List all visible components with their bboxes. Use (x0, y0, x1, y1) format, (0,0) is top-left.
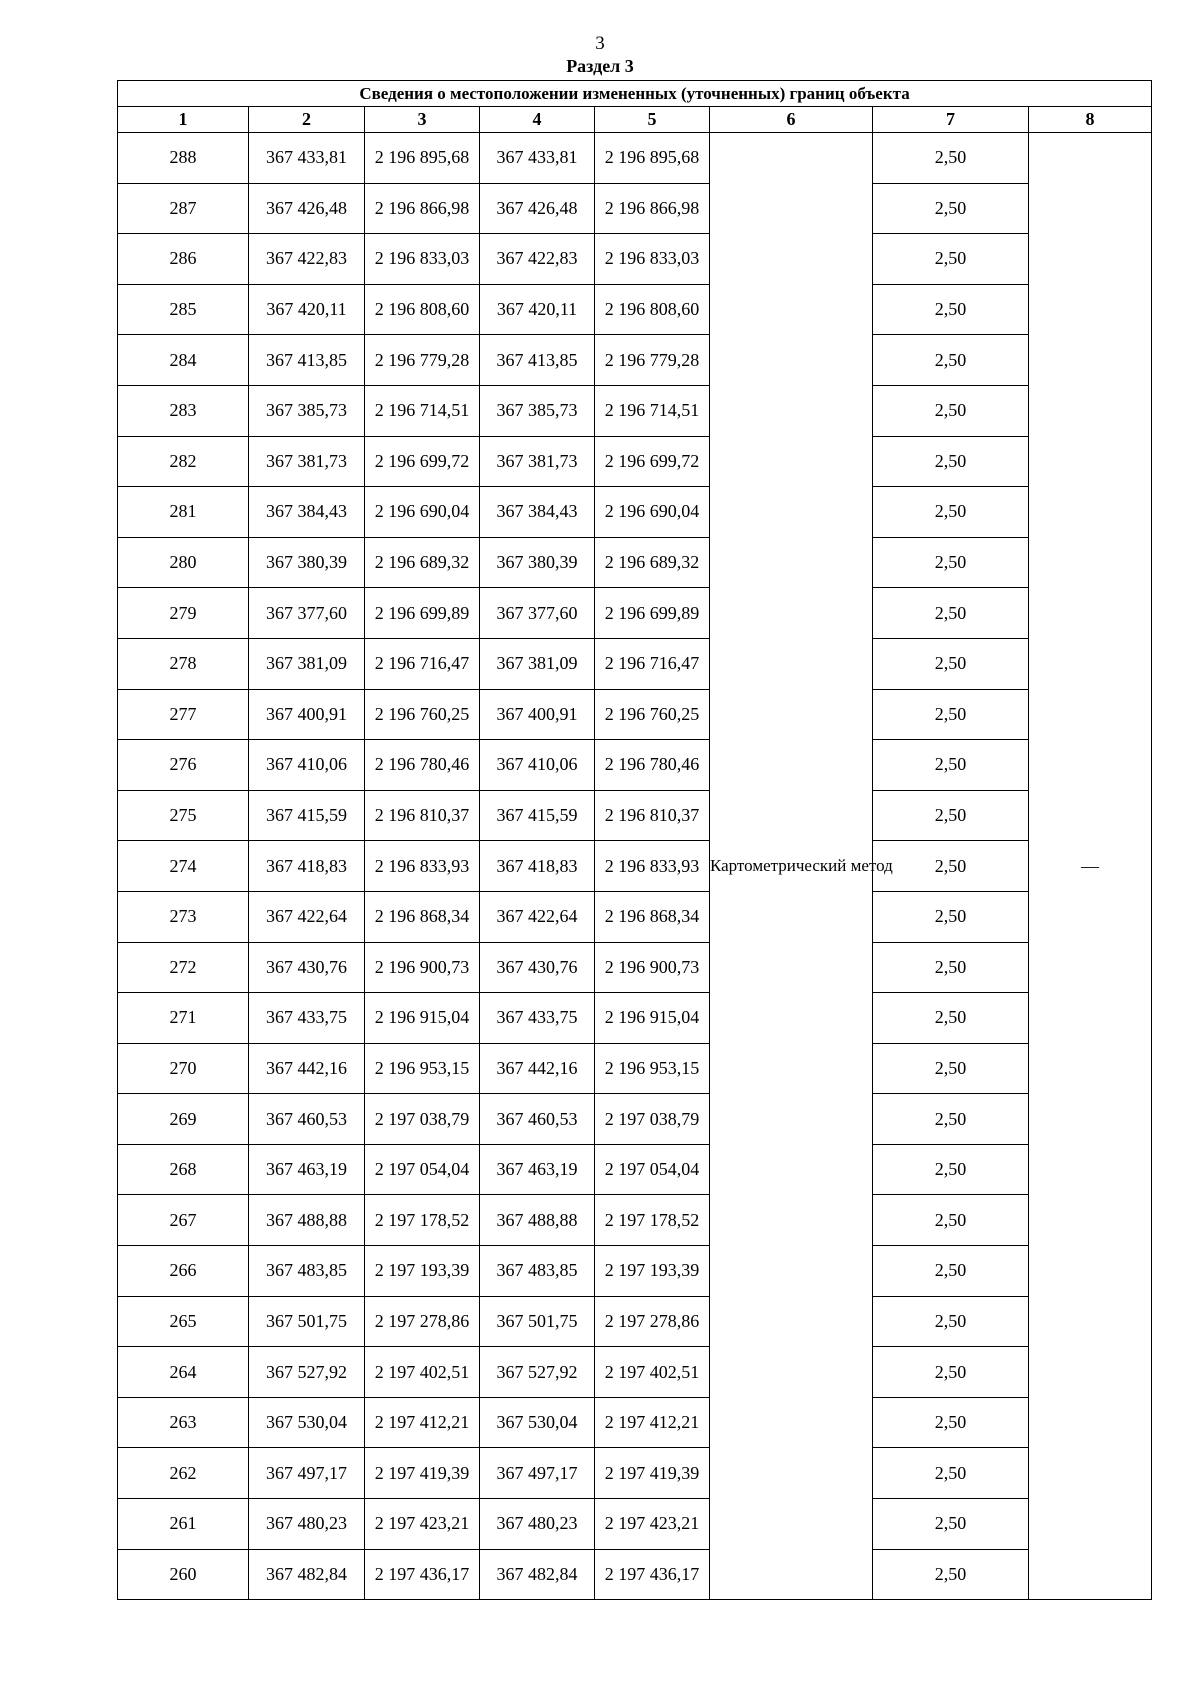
table-row (118, 942, 1152, 993)
x-new-cell: 367 463,19 (480, 1144, 595, 1195)
point-number-cell: 279 (118, 588, 249, 639)
accuracy-cell: 2,50 (873, 942, 1029, 993)
table-caption: Сведения о местоположении измененных (уточненных) границ объекта (118, 81, 1152, 107)
y-new-cell: 2 197 402,51 (595, 1347, 710, 1398)
table-row (118, 385, 1152, 436)
point-number-cell: 266 (118, 1246, 249, 1297)
accuracy-cell: 2,50 (873, 1246, 1029, 1297)
x-existing-cell: 367 480,23 (249, 1499, 365, 1550)
y-new-cell: 2 196 833,93 (595, 841, 710, 892)
y-new-cell: 2 197 278,86 (595, 1296, 710, 1347)
accuracy-cell: 2,50 (873, 841, 1029, 892)
accuracy-cell: 2,50 (873, 638, 1029, 689)
y-existing-cell: 2 197 178,52 (365, 1195, 480, 1246)
accuracy-cell: 2,50 (873, 234, 1029, 285)
y-new-cell: 2 196 810,37 (595, 790, 710, 841)
point-number-cell: 281 (118, 487, 249, 538)
table-row (118, 1144, 1152, 1195)
x-existing-cell: 367 460,53 (249, 1094, 365, 1145)
x-new-cell: 367 422,64 (480, 891, 595, 942)
y-existing-cell: 2 196 699,72 (365, 436, 480, 487)
x-new-cell: 367 384,43 (480, 487, 595, 538)
y-existing-cell: 2 196 833,93 (365, 841, 480, 892)
y-existing-cell: 2 196 780,46 (365, 740, 480, 791)
table-row (118, 284, 1152, 335)
section-title: Раздел 3 (566, 56, 634, 76)
column-number-7: 7 (873, 107, 1029, 133)
x-new-cell: 367 442,16 (480, 1043, 595, 1094)
x-new-cell: 367 460,53 (480, 1094, 595, 1145)
page-number: 3 (595, 33, 605, 54)
point-number-cell: 263 (118, 1397, 249, 1448)
x-new-cell: 367 433,75 (480, 993, 595, 1044)
x-new-cell: 367 381,73 (480, 436, 595, 487)
y-new-cell: 2 196 716,47 (595, 638, 710, 689)
point-number-cell: 265 (118, 1296, 249, 1347)
y-new-cell: 2 196 833,03 (595, 234, 710, 285)
x-new-cell: 367 527,92 (480, 1347, 595, 1398)
accuracy-cell: 2,50 (873, 385, 1029, 436)
column-number-5: 5 (595, 107, 710, 133)
y-new-cell: 2 196 714,51 (595, 385, 710, 436)
y-new-cell: 2 197 178,52 (595, 1195, 710, 1246)
accuracy-cell: 2,50 (873, 537, 1029, 588)
x-existing-cell: 367 422,64 (249, 891, 365, 942)
point-number-cell: 260 (118, 1549, 249, 1600)
x-new-cell: 367 410,06 (480, 740, 595, 791)
point-number-cell: 264 (118, 1347, 249, 1398)
point-number-cell: 283 (118, 385, 249, 436)
accuracy-cell: 2,50 (873, 1499, 1029, 1550)
table-row (118, 841, 1152, 892)
accuracy-cell: 2,50 (873, 1195, 1029, 1246)
x-existing-cell: 367 442,16 (249, 1043, 365, 1094)
x-existing-cell: 367 426,48 (249, 183, 365, 234)
y-existing-cell: 2 196 779,28 (365, 335, 480, 386)
x-existing-cell: 367 497,17 (249, 1448, 365, 1499)
table-row (118, 689, 1152, 740)
accuracy-cell: 2,50 (873, 487, 1029, 538)
accuracy-cell: 2,50 (873, 1397, 1029, 1448)
table-row (118, 790, 1152, 841)
table-row (118, 1195, 1152, 1246)
table-row (118, 1296, 1152, 1347)
x-existing-cell: 367 483,85 (249, 1246, 365, 1297)
coordinates-table (117, 80, 1152, 1600)
y-new-cell: 2 196 699,89 (595, 588, 710, 639)
table-row (118, 1246, 1152, 1297)
x-new-cell: 367 482,84 (480, 1549, 595, 1600)
x-existing-cell: 367 381,09 (249, 638, 365, 689)
accuracy-cell: 2,50 (873, 1094, 1029, 1145)
y-existing-cell: 2 197 423,21 (365, 1499, 480, 1550)
accuracy-cell: 2,50 (873, 993, 1029, 1044)
x-existing-cell: 367 380,39 (249, 537, 365, 588)
y-existing-cell: 2 197 402,51 (365, 1347, 480, 1398)
y-new-cell: 2 196 915,04 (595, 993, 710, 1044)
y-new-cell: 2 196 900,73 (595, 942, 710, 993)
accuracy-cell: 2,50 (873, 1347, 1029, 1398)
y-existing-cell: 2 197 436,17 (365, 1549, 480, 1600)
y-new-cell: 2 196 689,32 (595, 537, 710, 588)
x-new-cell: 367 497,17 (480, 1448, 595, 1499)
point-number-cell: 269 (118, 1094, 249, 1145)
x-existing-cell: 367 422,83 (249, 234, 365, 285)
accuracy-cell: 2,50 (873, 133, 1029, 184)
x-new-cell: 367 420,11 (480, 284, 595, 335)
column-number-2: 2 (249, 107, 365, 133)
x-existing-cell: 367 501,75 (249, 1296, 365, 1347)
column-number-1: 1 (118, 107, 249, 133)
column-number-6: 6 (710, 107, 873, 133)
y-existing-cell: 2 197 412,21 (365, 1397, 480, 1448)
point-number-cell: 275 (118, 790, 249, 841)
x-existing-cell: 367 433,75 (249, 993, 365, 1044)
column-number-3: 3 (365, 107, 480, 133)
x-new-cell: 367 483,85 (480, 1246, 595, 1297)
accuracy-cell: 2,50 (873, 436, 1029, 487)
table-body (118, 133, 1152, 1600)
accuracy-cell: 2,50 (873, 1296, 1029, 1347)
x-new-cell: 367 400,91 (480, 689, 595, 740)
x-new-cell: 367 377,60 (480, 588, 595, 639)
accuracy-cell: 2,50 (873, 1043, 1029, 1094)
accuracy-cell: 2,50 (873, 891, 1029, 942)
table-row (118, 335, 1152, 386)
x-existing-cell: 367 385,73 (249, 385, 365, 436)
x-new-cell: 367 381,09 (480, 638, 595, 689)
x-new-cell: 367 480,23 (480, 1499, 595, 1550)
y-existing-cell: 2 196 866,98 (365, 183, 480, 234)
table-row (118, 1499, 1152, 1550)
x-new-cell: 367 418,83 (480, 841, 595, 892)
x-existing-cell: 367 420,11 (249, 284, 365, 335)
x-new-cell: 367 433,81 (480, 133, 595, 184)
y-new-cell: 2 196 895,68 (595, 133, 710, 184)
accuracy-cell: 2,50 (873, 284, 1029, 335)
x-new-cell: 367 415,59 (480, 790, 595, 841)
table-row (118, 133, 1152, 184)
accuracy-cell: 2,50 (873, 790, 1029, 841)
x-existing-cell: 367 413,85 (249, 335, 365, 386)
y-new-cell: 2 196 868,34 (595, 891, 710, 942)
x-existing-cell: 367 433,81 (249, 133, 365, 184)
x-new-cell: 367 530,04 (480, 1397, 595, 1448)
y-existing-cell: 2 196 895,68 (365, 133, 480, 184)
x-existing-cell: 367 463,19 (249, 1144, 365, 1195)
y-existing-cell: 2 196 953,15 (365, 1043, 480, 1094)
table-row (118, 993, 1152, 1044)
table-row (118, 891, 1152, 942)
y-existing-cell: 2 196 868,34 (365, 891, 480, 942)
accuracy-cell: 2,50 (873, 689, 1029, 740)
table-row (118, 1397, 1152, 1448)
x-new-cell: 367 488,88 (480, 1195, 595, 1246)
y-existing-cell: 2 196 714,51 (365, 385, 480, 436)
x-new-cell: 367 426,48 (480, 183, 595, 234)
x-existing-cell: 367 381,73 (249, 436, 365, 487)
y-new-cell: 2 196 699,72 (595, 436, 710, 487)
accuracy-cell: 2,50 (873, 588, 1029, 639)
x-new-cell: 367 422,83 (480, 234, 595, 285)
y-new-cell: 2 196 780,46 (595, 740, 710, 791)
column-number-row (118, 107, 1152, 133)
x-existing-cell: 367 482,84 (249, 1549, 365, 1600)
x-existing-cell: 367 418,83 (249, 841, 365, 892)
y-new-cell: 2 196 953,15 (595, 1043, 710, 1094)
y-existing-cell: 2 196 690,04 (365, 487, 480, 538)
point-number-cell: 285 (118, 284, 249, 335)
table-row (118, 1549, 1152, 1600)
table-row (118, 1347, 1152, 1398)
point-number-cell: 271 (118, 993, 249, 1044)
point-number-cell: 267 (118, 1195, 249, 1246)
point-number-cell: 280 (118, 537, 249, 588)
y-new-cell: 2 197 193,39 (595, 1246, 710, 1297)
table-row (118, 487, 1152, 538)
y-existing-cell: 2 197 038,79 (365, 1094, 480, 1145)
y-existing-cell: 2 196 915,04 (365, 993, 480, 1044)
y-existing-cell: 2 196 716,47 (365, 638, 480, 689)
table-row (118, 436, 1152, 487)
point-number-cell: 270 (118, 1043, 249, 1094)
column-number-8: 8 (1029, 107, 1152, 133)
x-existing-cell: 367 384,43 (249, 487, 365, 538)
table-row (118, 588, 1152, 639)
x-existing-cell: 367 527,92 (249, 1347, 365, 1398)
table-row (118, 234, 1152, 285)
x-new-cell: 367 413,85 (480, 335, 595, 386)
table-row (118, 183, 1152, 234)
x-new-cell: 367 430,76 (480, 942, 595, 993)
point-number-cell: 273 (118, 891, 249, 942)
y-existing-cell: 2 196 900,73 (365, 942, 480, 993)
y-new-cell: 2 197 436,17 (595, 1549, 710, 1600)
table-row (118, 1094, 1152, 1145)
y-new-cell: 2 197 038,79 (595, 1094, 710, 1145)
x-existing-cell: 367 415,59 (249, 790, 365, 841)
y-existing-cell: 2 197 278,86 (365, 1296, 480, 1347)
y-new-cell: 2 197 419,39 (595, 1448, 710, 1499)
point-number-cell: 261 (118, 1499, 249, 1550)
point-number-cell: 276 (118, 740, 249, 791)
y-new-cell: 2 197 423,21 (595, 1499, 710, 1550)
x-existing-cell: 367 410,06 (249, 740, 365, 791)
x-existing-cell: 367 488,88 (249, 1195, 365, 1246)
point-number-cell: 284 (118, 335, 249, 386)
x-existing-cell: 367 430,76 (249, 942, 365, 993)
accuracy-cell: 2,50 (873, 740, 1029, 791)
y-existing-cell: 2 196 699,89 (365, 588, 480, 639)
point-number-cell: 277 (118, 689, 249, 740)
point-number-cell: 286 (118, 234, 249, 285)
column-number-4: 4 (480, 107, 595, 133)
y-existing-cell: 2 197 193,39 (365, 1246, 480, 1297)
y-new-cell: 2 196 779,28 (595, 335, 710, 386)
x-new-cell: 367 501,75 (480, 1296, 595, 1347)
y-existing-cell: 2 196 833,03 (365, 234, 480, 285)
point-number-cell: 287 (118, 183, 249, 234)
point-number-cell: 278 (118, 638, 249, 689)
point-number-cell: 288 (118, 133, 249, 184)
point-number-cell: 268 (118, 1144, 249, 1195)
x-existing-cell: 367 400,91 (249, 689, 365, 740)
y-new-cell: 2 197 054,04 (595, 1144, 710, 1195)
y-new-cell: 2 196 760,25 (595, 689, 710, 740)
accuracy-cell: 2,50 (873, 1144, 1029, 1195)
table-row (118, 1448, 1152, 1499)
table-row (118, 638, 1152, 689)
y-new-cell: 2 197 412,21 (595, 1397, 710, 1448)
method-cell: Картометрический метод (710, 133, 873, 1600)
y-new-cell: 2 196 866,98 (595, 183, 710, 234)
x-existing-cell: 367 530,04 (249, 1397, 365, 1448)
y-existing-cell: 2 196 810,37 (365, 790, 480, 841)
point-number-cell: 262 (118, 1448, 249, 1499)
y-new-cell: 2 196 808,60 (595, 284, 710, 335)
y-existing-cell: 2 196 689,32 (365, 537, 480, 588)
accuracy-cell: 2,50 (873, 1448, 1029, 1499)
point-number-cell: 282 (118, 436, 249, 487)
point-number-cell: 272 (118, 942, 249, 993)
y-new-cell: 2 196 690,04 (595, 487, 710, 538)
x-new-cell: 367 380,39 (480, 537, 595, 588)
point-number-cell: 274 (118, 841, 249, 892)
x-new-cell: 367 385,73 (480, 385, 595, 436)
table-row (118, 740, 1152, 791)
y-existing-cell: 2 197 419,39 (365, 1448, 480, 1499)
accuracy-cell: 2,50 (873, 183, 1029, 234)
y-existing-cell: 2 197 054,04 (365, 1144, 480, 1195)
table-row (118, 1043, 1152, 1094)
y-existing-cell: 2 196 808,60 (365, 284, 480, 335)
accuracy-cell: 2,50 (873, 335, 1029, 386)
accuracy-cell: 2,50 (873, 1549, 1029, 1600)
x-existing-cell: 367 377,60 (249, 588, 365, 639)
column8-cell: — (1029, 133, 1152, 1600)
y-existing-cell: 2 196 760,25 (365, 689, 480, 740)
table-row (118, 537, 1152, 588)
